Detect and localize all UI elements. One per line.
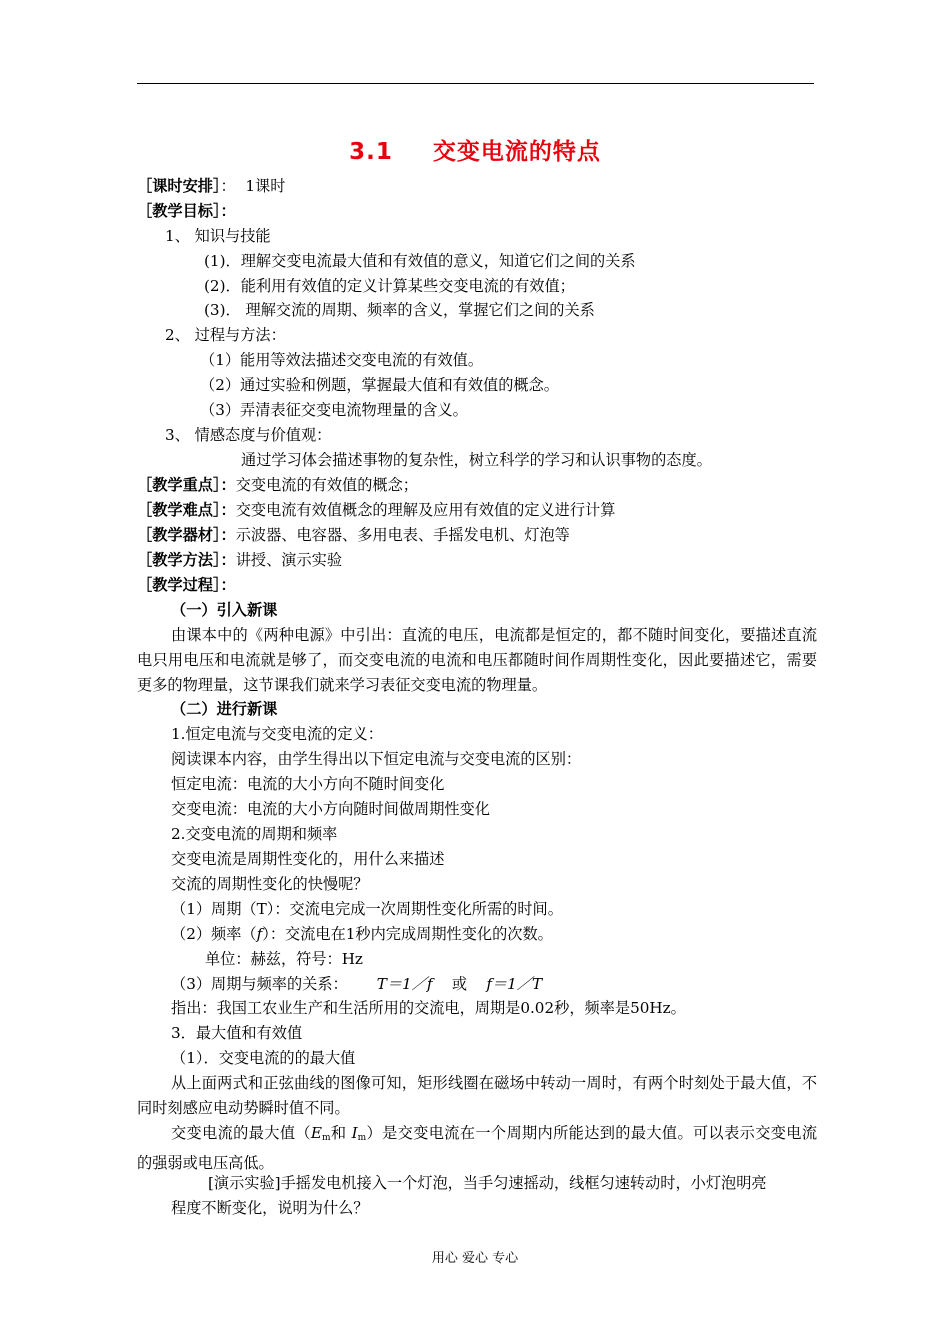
objective-item: (2)．能利用有效值的定义计算某些交变电流的有效值； [204,277,575,295]
objective-item: （1）能用等效法描述交变电流的有效值。 [200,351,484,369]
demo-line-1: [演示实验]手摇发电机接入一个灯泡，当手匀速摇动，线框匀速转动时，小灯泡明亮 [208,1174,767,1192]
def-text-a: 交变电流的最大值（ [171,1124,311,1142]
text-line: 交变电流：电流的大小方向随时间做周期性变化 [171,800,490,818]
relation-or: 或 [451,975,467,993]
objective-item: （3）弄清表征交变电流物理量的含义。 [200,401,468,419]
difficulty-value: 交变电流有效值概念的理解及应用有效值的定义进行计算 [235,501,616,519]
frequency-line [171,922,851,947]
part2-heading: （二）进行新课 [171,700,278,718]
method-label: ［教学方法］： [137,551,236,569]
demo-line-2: 程度不断变化，说明为什么？ [171,1199,369,1217]
header-rule [137,83,814,84]
text-line: 单位：赫兹，符号：Hz [205,950,363,968]
equipment-value: 示波器、电容器、多用电表、手摇发电机、灯泡等 [235,526,570,544]
im-subscript: m [357,1133,367,1143]
key-point-label: ［教学重点］： [137,476,236,494]
text-line: （1）周期（T）：交流电完成一次周期性变化所需的时间。 [171,900,563,918]
difficulty-label: ［教学难点］： [137,501,236,519]
text-line: 2.交变电流的周期和频率 [171,825,338,843]
im-symbol: I [351,1124,358,1142]
process-label: ［教学过程］： [137,576,236,594]
em-subscript: m [322,1133,331,1143]
objective-section-2: 2、 过程与方法： [165,326,286,344]
key-point-line [137,473,817,498]
method-value: 讲授、演示实验 [235,551,343,569]
relation-formula-2: f＝1／T [486,975,543,993]
difficulty-line [137,498,817,523]
relation-formula-1: T＝1／f [376,975,433,993]
text-line: 交变电流是周期性变化的，用什么来描述 [171,850,445,868]
objective-item: (3)． 理解交流的周期、频率的含义，掌握它们之间的关系 [204,301,595,319]
text-line: 阅读课本内容，由学生得出以下恒定电流与交变电流的区别： [171,750,582,768]
text-line: 3．最大值和有效值 [171,1024,303,1042]
part1-paragraph: 由课本中的《两种电源》中引出：直流的电压，电流都是恒定的，都不随时间变化，要描述直流电只用电压和电流就是够了，而交变电流的电流和电压都随时间作周期性变化，因此要描述它，需要更多的物理量，这节课我们就来学习表征交变电流的物理量。 [137,626,817,694]
def-text-b: ）是交变电流在一个周期内所能达到的最大值。可以表示交变电流的强弱或电压高低。 [137,1124,818,1172]
em-symbol: E [310,1124,323,1142]
frequency-symbol: f [256,925,263,943]
schedule-line [137,174,817,199]
text-line: 指出：我国工农业生产和生活所用的交流电，周期是0.02秒，频率是50Hz。 [171,999,686,1017]
relation-text: （3）周期与频率的关系： [171,975,348,993]
equipment-label: ［教学器材］： [137,526,236,544]
max-value-paragraph: 从上面两式和正弦曲线的图像可知，矩形线圈在磁场中转动一周时，有两个时刻处于最大值，不同时刻感应电动势瞬时值不同。 [137,1074,817,1117]
def-and: 和 [330,1124,352,1142]
text-line: 1.恒定电流与交变电流的定义： [171,725,383,743]
relation-line [171,972,851,997]
objective-section-1: 1、 知识与技能 [165,227,271,245]
title-number: 3.1 [349,139,393,165]
page-title [0,133,950,166]
page-footer: 用心 爱心 专心 [431,1251,519,1266]
objective-item: 通过学习体会描述事物的复杂性，树立科学的学习和认识事物的态度。 [241,451,712,469]
part1-heading: （一）引入新课 [171,601,278,619]
objective-item: (1)．理解交变电流最大值和有效值的意义，知道它们之间的关系 [204,252,636,270]
equipment-line [137,523,817,548]
frequency-text-b: ）：交流电在1秒内完成周期性变化的次数。 [262,925,553,943]
key-point-value: 交变电流的有效值的概念； [235,476,418,494]
max-value-definition [137,1121,817,1176]
schedule-sep: ： [220,177,236,195]
objective-section-3: 3、 情感态度与价值观： [165,426,332,444]
schedule-value: 1课时 [245,177,286,195]
frequency-text-a: （2）频率（ [171,925,257,943]
objectives-label: ［教学目标］： [137,202,236,220]
text-line: 交流的周期性变化的快慢呢？ [171,875,369,893]
method-line [137,548,817,573]
schedule-label: ［课时安排］ [137,177,221,195]
title-text: 交变电流的特点 [432,139,601,165]
objective-item: （2）通过实验和例题，掌握最大值和有效值的概念。 [200,376,559,394]
text-line: （1）．交变电流的的最大值 [171,1049,356,1067]
text-line: 恒定电流：电流的大小方向不随时间变化 [171,775,445,793]
